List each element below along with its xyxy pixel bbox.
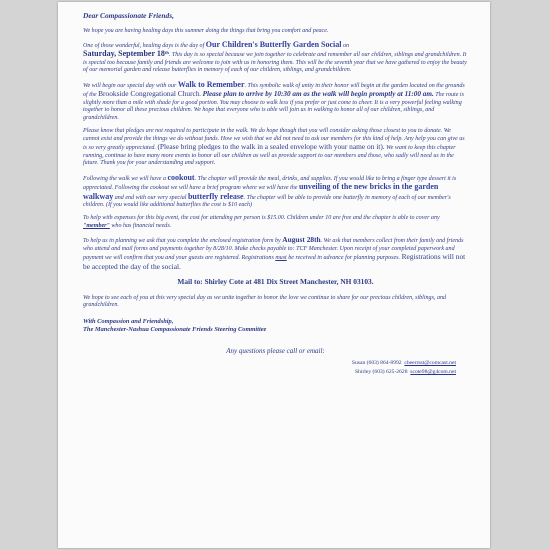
closing-paragraph: We hope to see each of you at this very special day as we unite together to honor the love we continue to share for our precious children, siblings, and grandchildren. [83, 294, 447, 309]
registration-deadline: August 28th [282, 235, 321, 245]
bricks-unveiling: unveiling of the new bricks in the garden walkway [83, 182, 439, 201]
walk-name: Walk to Remember [177, 79, 245, 89]
cookout: cookout [167, 172, 195, 182]
contact-susan: Susan (603) 864-8992 cheerrsst@comcast.net [351, 359, 456, 366]
pledges-paragraph: Please know that pledges are not required to participate in the walk. We do hope though that you will consider asking those closest to you to donate. We cannot exist and provide the things we do without funds. How we wish that we did not need to ask our members for this kind of help. Any help you can give us is so very greatly appreciated. (Please bring pledges to the walk in a sealed envelope with your name on it). We want to keep this chapter running, continue to have many more events to honor all our children as well as provide support to our members and those, who sadly will need us in the future. Thank you for your understanding and support. [83, 128, 465, 167]
registration-paragraph: To help us in planning we ask that you complete the enclosed registration form by August 28th. We ask that members collect from their family and friends who attend and mail forms and payments together by 8/28/10. Make checks payable to: TCF Manchester. Upon receipt of your completed paperwork and payment we will confirm that you and your guests are registered. Registrations must be received in advance for planning purposes. Registrations will not be accepted the day of the social. [83, 235, 466, 271]
signature-block: With Compassion and Friendship, The Manchester-Nashua Compassionate Friends Steering Committee [83, 317, 267, 333]
letter-page [58, 2, 490, 548]
no-day-of-registration: Registrations will not be accepted the day of the social. [83, 252, 466, 271]
member-term: "member" [83, 222, 110, 229]
email-link[interactable]: scote98@g4com.net [410, 368, 456, 375]
butterfly-release: butterfly release [187, 191, 244, 201]
event-paragraph: One of those wonderful, healing days is the day of Our Children's Butterfly Garden Social on Saturday, September 18th. This day is so special because we join together to celebrate and remember all our children, siblings and grandchildren. It is special too because family and friends are welcome to join with us in honoring them. This will be the seventh year that we have gathered to enjoy the beauty of our memorial garden and release butterflies in memory of each of our children, siblings, and grandchildren. [83, 39, 467, 74]
questions-line: Any questions please call or email: [226, 347, 325, 356]
walk-paragraph: We will begin our special day with our Walk to Remember. This symbolic walk of unity in their honor will begin at the garden located on the grounds of the Brookside Congregational Church. Please plan to arrive by 10:30 am as the walk will begin promptly at 11:00 am. The route is slightly more than a mile with shade for a good portion. You may choose to walk less if you prefer or just come to cheer. It is a very powerful feeling walking together to honor all these precious children. We hope that everyone who is able will join us in walking to honor all of our children, siblings, and grandchildren. [83, 79, 465, 121]
contact-list [83, 359, 468, 377]
church-name: Brookside Congregational Church [98, 89, 200, 99]
mailing-address: Mail to: Shirley Cote at 481 Dix Street Manchester, NH 03103. [177, 276, 374, 286]
cookout-paragraph: Following the walk we will have a cookout. The chapter will provide the meal, drinks, and supplies. If you would like to bring a finger type dessert it is appreciated. Following the cookout we will have a brief program where we will have the unveiling of the new bricks in the garden walkway and end with our very special butterfly release. The chapter will be able to provide one butterfly in memory of each of our member's children. (If you would like additional butterflies the cost is $10 each) [83, 172, 457, 209]
cost-paragraph: To help with expenses for this big event, the cost for attending per person is $15.00. Children under 10 are free and the chapter is able to cover any "member" who has financial needs. [83, 215, 440, 229]
email-link[interactable]: cheerrsst@comcast.net [404, 359, 456, 366]
event-date: Saturday, September 18th [83, 49, 169, 59]
contact-shirley: Shirley (603) 625-2628 scote98@g4com.net [354, 368, 456, 375]
pledges-note: (Please bring pledges to the walk in a sealed envelope with your name on it). [157, 142, 385, 152]
salutation: Dear Compassionate Friends, [83, 11, 174, 20]
intro-paragraph: We hope you are having healing days this summer doing the things that bring you comfort and peace. [83, 27, 329, 34]
letter-body [83, 12, 468, 377]
arrival-time: Please plan to arrive by 10:30 am as the walk will begin promptly at 11:00 am. [202, 90, 434, 99]
event-name: Our Children's Butterfly Garden Social [205, 39, 342, 49]
